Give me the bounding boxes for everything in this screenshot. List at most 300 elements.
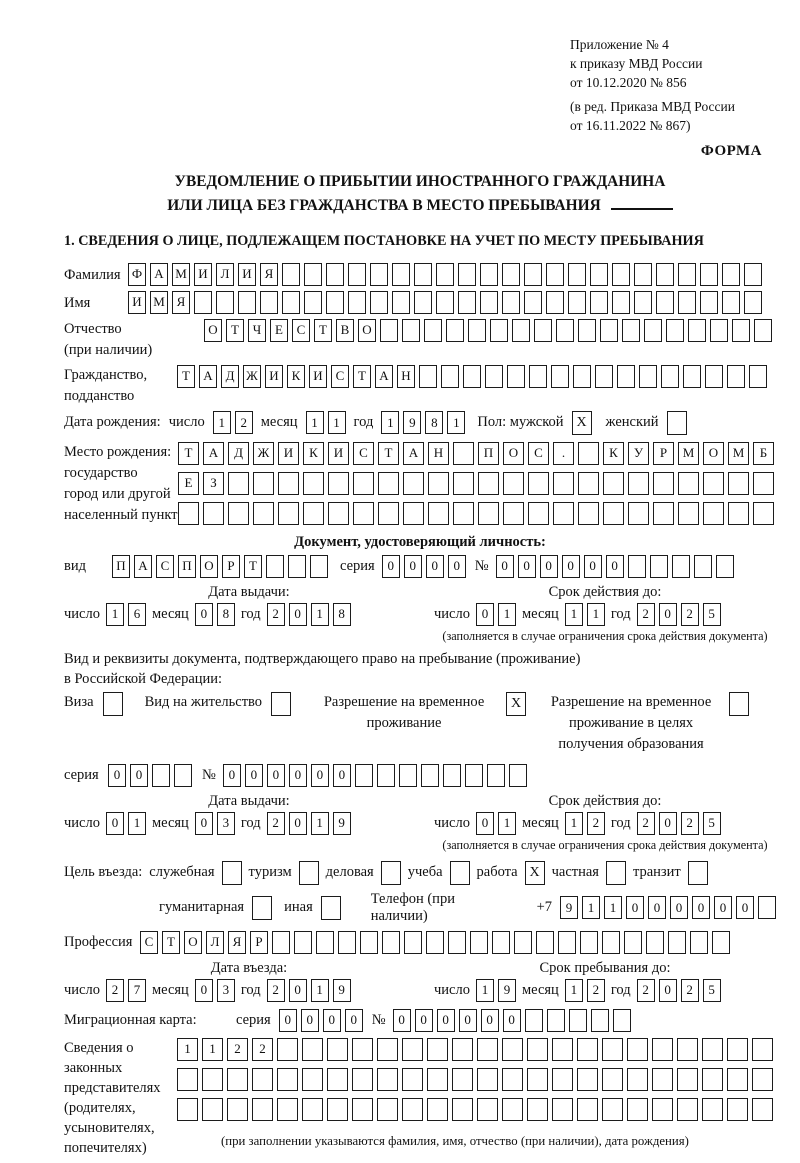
form-cell	[178, 502, 199, 525]
permit-issued-year-cells	[267, 812, 351, 835]
form-cell: 0	[223, 764, 241, 787]
doc-valid-day-cells	[476, 603, 516, 626]
form-cell	[612, 263, 630, 286]
form-cell: 2	[252, 1038, 273, 1061]
entry-dates	[64, 960, 776, 1002]
form-title-line1: УВЕДОМЛЕНИЕ О ПРИБЫТИИ ИНОСТРАННОГО ГРАЖДАНИНА	[174, 173, 666, 191]
section-1-heading: 1. СВЕДЕНИЯ О ЛИЦЕ, ПОДЛЕЖАЩЕМ ПОСТАНОВКЕ НА УЧЕТ ПО МЕСТУ ПРЕБЫВАНИЯ	[64, 232, 704, 249]
annex-reference	[570, 36, 770, 135]
birth-place-label: Место рождения: государство город или другой населенный пункт	[64, 443, 178, 523]
form-cell	[568, 291, 586, 314]
form-cell: 0	[311, 764, 329, 787]
migration-series-cells	[279, 1009, 363, 1032]
form-cell: О	[703, 442, 724, 465]
phone-cells	[560, 896, 776, 919]
form-cell	[595, 365, 613, 388]
form-cell: 8	[217, 603, 235, 626]
form-cell	[527, 1068, 548, 1091]
purpose-row	[64, 861, 776, 885]
profession-label: Профессия	[64, 933, 133, 950]
form-cell	[546, 263, 564, 286]
form-cell	[443, 764, 461, 787]
form-cell: 0	[108, 764, 126, 787]
form-cell: 0	[195, 979, 213, 1002]
form-title-line2: ИЛИ ЛИЦА БЕЗ ГРАЖДАНСТВА В МЕСТО ПРЕБЫВАНИЯ	[64, 194, 776, 217]
form-cell	[436, 291, 454, 314]
form-cell: 0	[130, 764, 148, 787]
form-cell	[427, 1068, 448, 1091]
form-cell	[426, 931, 444, 954]
form-cell	[252, 1068, 273, 1091]
form-cell	[465, 764, 483, 787]
form-cell: 0	[648, 896, 666, 919]
option-visa	[64, 692, 123, 716]
form-cell: 9	[333, 812, 351, 835]
form-cell	[705, 365, 723, 388]
form-cell	[628, 502, 649, 525]
form-cell	[480, 291, 498, 314]
form-cell	[703, 502, 724, 525]
stay-month-cells	[565, 979, 605, 1002]
year-label: год	[610, 605, 631, 622]
representatives-row2	[177, 1068, 773, 1091]
form-cell	[294, 931, 312, 954]
form-cell	[712, 931, 730, 954]
form-cell	[617, 365, 635, 388]
permit-options-row	[64, 692, 776, 755]
form-cell	[227, 1098, 248, 1121]
migration-number-label: №	[371, 1011, 386, 1028]
form-cell	[452, 1038, 473, 1061]
form-cell	[552, 1068, 573, 1091]
form-cell	[502, 263, 520, 286]
year-label: год	[610, 981, 631, 998]
form-cell	[628, 472, 649, 495]
form-cell	[103, 692, 123, 716]
form-cell: 1	[582, 896, 600, 919]
annex-line: Приложение № 4	[570, 37, 669, 52]
form-cell	[752, 1098, 773, 1121]
form-cell: М	[172, 263, 190, 286]
form-cell	[703, 472, 724, 495]
form-cell: Р	[222, 555, 240, 578]
form-cell: 1	[565, 603, 583, 626]
purpose-study-checkbox	[450, 861, 470, 885]
form-cell: 0	[345, 1009, 363, 1032]
form-cell: 0	[540, 555, 558, 578]
doc-valid-year-cells	[637, 603, 721, 626]
form-cell	[303, 472, 324, 495]
form-cell	[448, 931, 466, 954]
form-cell: А	[150, 263, 168, 286]
form-cell	[536, 931, 554, 954]
form-cell	[527, 1098, 548, 1121]
name-row	[64, 291, 776, 315]
purpose-row2	[64, 891, 776, 925]
form-cell	[727, 365, 745, 388]
form-cell: Т	[353, 365, 371, 388]
entry-month-cells	[195, 979, 235, 1002]
form-cell: Б	[753, 442, 774, 465]
birth-place-row1	[178, 442, 774, 465]
form-cell: Е	[178, 472, 199, 495]
month-label: месяц	[151, 981, 189, 998]
birth-month-label: месяц	[260, 414, 298, 431]
form-cell	[492, 931, 510, 954]
form-cell	[591, 1009, 609, 1032]
migration-card-label: Миграционная карта:	[64, 1011, 197, 1028]
permit-number-cells	[223, 764, 527, 787]
form-cell	[644, 319, 662, 342]
form-cell	[727, 1068, 748, 1091]
form-cell	[606, 861, 626, 885]
form-cell	[722, 263, 740, 286]
day-label: число	[64, 814, 100, 831]
representatives-block	[64, 1038, 776, 1158]
form-cell: X	[506, 692, 526, 716]
permit-dates	[64, 793, 776, 853]
form-cell: 0	[626, 896, 644, 919]
form-cell: 0	[518, 555, 536, 578]
form-cell	[753, 502, 774, 525]
form-cell: 1	[328, 411, 346, 434]
form-cell	[399, 764, 417, 787]
form-cell	[602, 1038, 623, 1061]
form-cell: А	[375, 365, 393, 388]
option-visa-checkbox	[103, 692, 123, 716]
form-cell: 2	[637, 812, 655, 835]
purpose-other-checkbox	[321, 896, 341, 920]
birth-day-label: число	[168, 414, 205, 431]
doc-number-cells	[496, 555, 734, 578]
form-cell	[702, 1068, 723, 1091]
form-cell	[646, 931, 664, 954]
stay-year-cells	[637, 979, 721, 1002]
form-cell	[446, 319, 464, 342]
form-cell	[353, 502, 374, 525]
form-cell	[402, 1098, 423, 1121]
form-cell	[222, 861, 242, 885]
form-cell: Т	[244, 555, 262, 578]
form-cell: 0	[301, 1009, 319, 1032]
form-cell	[424, 319, 442, 342]
doc-valid-note: (заполняется в случае ограничения срока действия документа)	[442, 628, 768, 643]
form-cell: Н	[397, 365, 415, 388]
permit-issued-month-cells	[195, 812, 235, 835]
identity-doc-dates	[64, 584, 776, 644]
permit-valid-day-cells	[476, 812, 516, 835]
form-cell	[656, 263, 674, 286]
form-cell: 0	[382, 555, 400, 578]
form-cell	[652, 1038, 673, 1061]
form-cell	[360, 931, 378, 954]
doc-series-cells	[382, 555, 466, 578]
permit-intro-line1: Вид и реквизиты документа, подтверждающего право на пребывание (проживание)	[64, 650, 581, 667]
form-cell	[380, 319, 398, 342]
form-cell: 2	[587, 979, 605, 1002]
representatives-row1	[177, 1038, 773, 1061]
form-cell	[590, 291, 608, 314]
form-cell: Д	[221, 365, 239, 388]
form-cell	[253, 472, 274, 495]
form-cell: И	[328, 442, 349, 465]
purpose-business-label: деловая	[325, 864, 374, 881]
doc-valid-line	[434, 603, 776, 626]
form-cell	[578, 442, 599, 465]
month-label: месяц	[521, 605, 559, 622]
form-cell	[453, 502, 474, 525]
form-cell	[348, 263, 366, 286]
form-cell	[327, 1038, 348, 1061]
form-cell	[321, 896, 341, 920]
form-cell	[194, 291, 212, 314]
form-cell: 2	[637, 603, 655, 626]
form-cell	[282, 263, 300, 286]
form-cell: 1	[128, 812, 146, 835]
form-cell: Я	[260, 263, 278, 286]
form-cell	[666, 319, 684, 342]
form-cell	[477, 1038, 498, 1061]
entry-date-line	[64, 979, 434, 1002]
form-cell	[260, 291, 278, 314]
form-cell	[602, 1098, 623, 1121]
form-cell	[503, 502, 524, 525]
form-cell	[177, 1068, 198, 1091]
form-cell: О	[503, 442, 524, 465]
form-cell: 1	[306, 411, 324, 434]
form-cell	[667, 411, 687, 435]
form-cell	[690, 931, 708, 954]
form-cell	[404, 931, 422, 954]
form-cell: О	[204, 319, 222, 342]
form-cell: 0	[393, 1009, 411, 1032]
purpose-private-label: частная	[551, 864, 599, 881]
form-cell: 0	[279, 1009, 297, 1032]
form-cell	[377, 1038, 398, 1061]
stay-until-line	[434, 979, 776, 1002]
form-cell	[402, 1068, 423, 1091]
identity-doc-heading: Документ, удостоверяющий личность:	[294, 533, 546, 550]
doc-kind-cells	[112, 555, 328, 578]
form-cell: Т	[314, 319, 332, 342]
form-cell: 1	[498, 603, 516, 626]
form-cell	[524, 291, 542, 314]
form-cell	[310, 555, 328, 578]
form-cell	[326, 263, 344, 286]
purpose-label: Цель въезда:	[64, 864, 143, 881]
form-cell: 0	[448, 555, 466, 578]
form-cell	[470, 931, 488, 954]
form-cell: 1	[177, 1038, 198, 1061]
form-cell: М	[150, 291, 168, 314]
form-cell: 0	[333, 764, 351, 787]
form-cell	[414, 263, 432, 286]
permit-valid-month-cells	[565, 812, 605, 835]
option-residence-checkbox	[271, 692, 291, 716]
form-cell: 0	[426, 555, 444, 578]
form-cell: И	[265, 365, 283, 388]
phone-label: Телефон (при наличии)	[370, 890, 455, 924]
blank-underline	[611, 196, 673, 210]
form-cell	[278, 502, 299, 525]
form-cell: 2	[681, 812, 699, 835]
form-cell	[216, 291, 234, 314]
form-cell: 2	[681, 979, 699, 1002]
form-cell	[403, 502, 424, 525]
form-cell	[355, 764, 373, 787]
form-cell: С	[292, 319, 310, 342]
form-cell: А	[203, 442, 224, 465]
form-cell	[453, 472, 474, 495]
form-cell	[744, 263, 762, 286]
form-cell: 1	[311, 979, 329, 1002]
form-cell	[578, 319, 596, 342]
form-cell	[427, 1098, 448, 1121]
form-cell: 0	[323, 1009, 341, 1032]
form-cell: 8	[333, 603, 351, 626]
form-cell	[277, 1068, 298, 1091]
form-cell	[758, 896, 776, 919]
citizenship-label: Гражданство, подданство	[64, 366, 148, 404]
form-cell	[277, 1098, 298, 1121]
purpose-work-checkbox	[525, 861, 545, 885]
form-cell: 9	[403, 411, 421, 434]
permit-valid-year-cells	[637, 812, 721, 835]
form-cell	[327, 1068, 348, 1091]
form-cell	[710, 319, 728, 342]
form-cell	[752, 1068, 773, 1091]
form-cell	[177, 1098, 198, 1121]
form-cell	[668, 931, 686, 954]
purpose-tourism-checkbox	[299, 861, 319, 885]
form-cell	[328, 502, 349, 525]
form-cell	[677, 1038, 698, 1061]
form-cell	[252, 896, 272, 920]
form-cell	[577, 1068, 598, 1091]
form-cell	[428, 472, 449, 495]
form-cell	[744, 291, 762, 314]
form-cell: 1	[106, 603, 124, 626]
citizenship-cells	[177, 365, 767, 388]
migration-number-cells	[393, 1009, 631, 1032]
form-cell	[678, 263, 696, 286]
form-cell	[628, 555, 646, 578]
form-cell	[547, 1009, 565, 1032]
form-cell: 5	[703, 603, 721, 626]
form-cell	[634, 291, 652, 314]
form-cell	[728, 502, 749, 525]
form-cell: 2	[637, 979, 655, 1002]
form-cell	[652, 1098, 673, 1121]
form-cell: Е	[270, 319, 288, 342]
form-cell: 2	[106, 979, 124, 1002]
form-cell: И	[128, 291, 146, 314]
month-label: месяц	[521, 814, 559, 831]
form-cell	[302, 1068, 323, 1091]
representatives-label: Сведения о законных представителях (родителях, усыновителях, попечителях)	[64, 1039, 161, 1156]
form-cell: 0	[562, 555, 580, 578]
purpose-humanitarian-label: гуманитарная	[159, 899, 245, 916]
form-cell	[370, 263, 388, 286]
permit-valid-heading: Срок действия до:	[548, 792, 662, 809]
form-cell	[328, 472, 349, 495]
form-cell: У	[628, 442, 649, 465]
permit-valid-line	[434, 812, 776, 835]
form-cell: 1	[498, 812, 516, 835]
form-title	[64, 170, 776, 216]
form-cell	[503, 472, 524, 495]
form-cell: 7	[128, 979, 146, 1002]
form-cell: 0	[503, 1009, 521, 1032]
form-cell: Ч	[248, 319, 266, 342]
doc-issued-day-cells	[106, 603, 146, 626]
doc-issued-heading: Дата выдачи:	[208, 583, 290, 600]
purpose-official-checkbox	[222, 861, 242, 885]
form-cell	[238, 291, 256, 314]
form-cell	[252, 1098, 273, 1121]
purpose-study-label: учеба	[407, 864, 443, 881]
form-cell	[552, 1098, 573, 1121]
form-cell	[546, 291, 564, 314]
form-cell	[694, 555, 712, 578]
form-cell: 9	[498, 979, 516, 1002]
form-cell: Л	[216, 263, 234, 286]
form-cell: В	[336, 319, 354, 342]
form-cell: Ж	[253, 442, 274, 465]
form-cell	[299, 861, 319, 885]
form-cell	[352, 1098, 373, 1121]
form-cell	[603, 472, 624, 495]
form-cell: 1	[476, 979, 494, 1002]
form-cell	[700, 263, 718, 286]
option-edu-permit-checkbox	[729, 692, 749, 716]
form-cell	[528, 502, 549, 525]
month-label: месяц	[521, 981, 559, 998]
form-cell: П	[178, 555, 196, 578]
form-cell	[683, 365, 701, 388]
form-cell	[688, 861, 708, 885]
form-cell: Ж	[243, 365, 261, 388]
form-cell	[478, 472, 499, 495]
form-cell	[578, 472, 599, 495]
doc-valid-heading: Срок действия до:	[548, 583, 662, 600]
form-cell: А	[134, 555, 152, 578]
form-cell	[303, 502, 324, 525]
birth-place-row3	[178, 502, 774, 525]
form-cell: 0	[289, 764, 307, 787]
form-cell: 2	[587, 812, 605, 835]
form-cell: Т	[226, 319, 244, 342]
form-cell: 0	[476, 603, 494, 626]
month-label: месяц	[151, 814, 189, 831]
form-cell: 0	[195, 812, 213, 835]
form-cell: 0	[670, 896, 688, 919]
form-cell	[272, 931, 290, 954]
form-cell	[477, 1098, 498, 1121]
form-cell	[732, 319, 750, 342]
form-cell: 0	[106, 812, 124, 835]
doc-valid-month-cells	[565, 603, 605, 626]
form-cell: 1	[604, 896, 622, 919]
form-cell	[749, 365, 767, 388]
form-cell	[590, 263, 608, 286]
form-cell: Т	[378, 442, 399, 465]
form-cell	[458, 291, 476, 314]
patronymic-label: Отчество (при наличии)	[64, 320, 153, 358]
form-cell: С	[528, 442, 549, 465]
form-cell	[202, 1098, 223, 1121]
form-cell: 0	[437, 1009, 455, 1032]
